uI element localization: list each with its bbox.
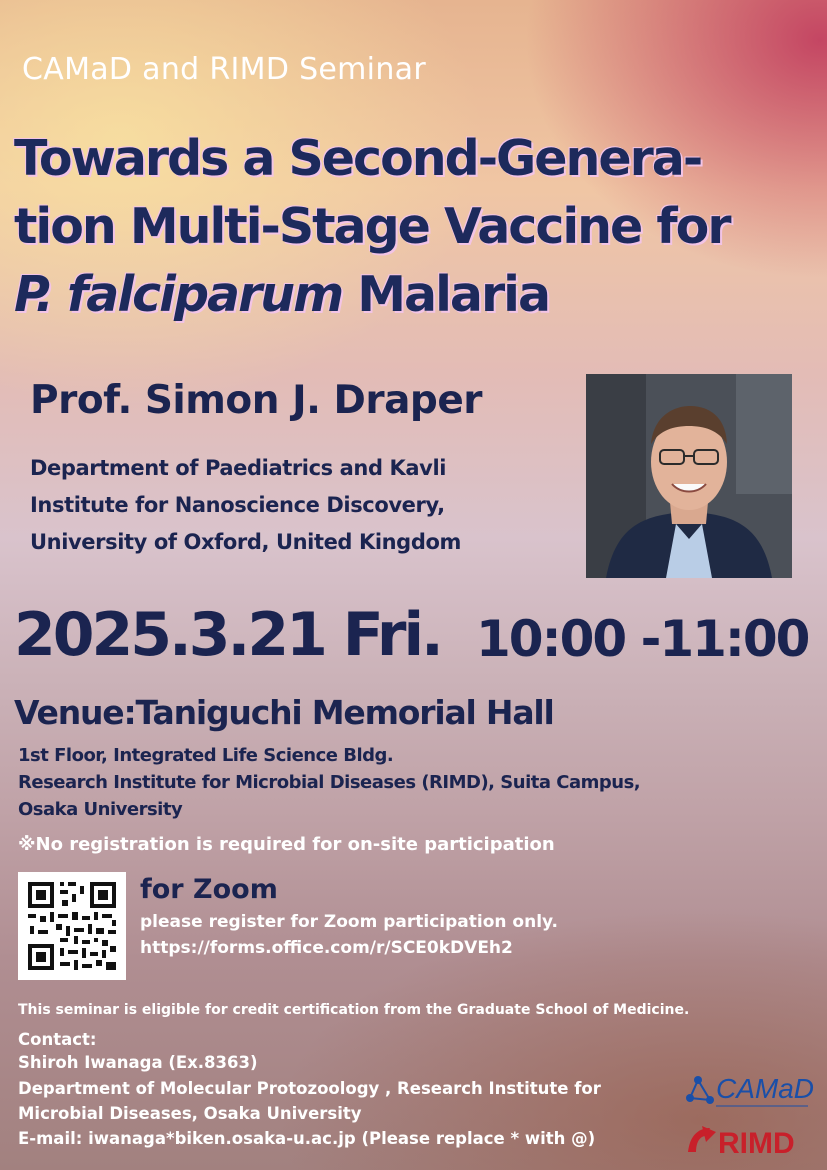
speaker-affiliation-line-3: University of Oxford, United Kingdom (30, 530, 461, 554)
venue-title: Venue:Taniguchi Memorial Hall (14, 693, 554, 732)
qr-code-graphic (18, 872, 126, 980)
zoom-heading: for Zoom (140, 874, 278, 905)
camad-logo-graphic (684, 1066, 814, 1116)
talk-title-line-2: tion Multi-Stage Vaccine for (14, 198, 730, 255)
rimd-logo (684, 1122, 814, 1158)
venue-detail-line-2: Research Institute for Microbial Diseases (RIMD), Suita Campus, (18, 772, 641, 793)
speaker-portrait-graphic (586, 374, 792, 578)
svg-text:RIMD: RIMD (718, 1127, 795, 1158)
talk-title-line-1: Towards a Second-Genera- (14, 130, 702, 187)
venue-detail-line-1: 1st Floor, Integrated Life Science Bldg. (18, 745, 394, 766)
event-time: 10:00 -11:00 (476, 610, 809, 668)
svg-text:CAMaD: CAMaD (716, 1073, 814, 1104)
contact-department-line-1: Department of Molecular Protozoology , Research Institute for (18, 1079, 601, 1098)
talk-title-line-3 (14, 266, 549, 323)
speaker-photo (586, 374, 792, 578)
contact-department-line-2: Microbial Diseases, Osaka University (18, 1104, 362, 1123)
speaker-name: Prof. Simon J. Draper (30, 378, 482, 423)
seminar-series-label: CAMaD and RIMD Seminar (22, 52, 426, 87)
zoom-registration-qr-code[interactable] (18, 872, 126, 980)
rimd-logo-graphic (684, 1122, 814, 1158)
contact-person: Shiroh Iwanaga (Ex.8363) (18, 1053, 258, 1072)
title-line-3-rest: Malaria (342, 266, 550, 323)
event-date: 2025.3.21 Fri. (14, 600, 441, 670)
zoom-instruction: please register for Zoom participation only. (140, 912, 559, 932)
credit-notice: This seminar is eligible for credit certification from the Graduate School of Medicine. (18, 1002, 690, 1018)
speaker-affiliation-line-1: Department of Paediatrics and Kavli (30, 456, 447, 480)
species-name: P. falciparum (14, 266, 343, 323)
speaker-affiliation-line-2: Institute for Nanoscience Discovery, (30, 493, 445, 517)
zoom-registration-link[interactable]: https://forms.office.com/r/SCE0kDVEh2 (140, 938, 513, 958)
camad-logo (684, 1066, 814, 1116)
venue-detail-line-3: Osaka University (18, 799, 183, 820)
contact-email: E-mail: iwanaga*biken.osaka-u.ac.jp (Please replace * with @) (18, 1129, 596, 1148)
registration-note: ※No registration is required for on-site participation (18, 834, 555, 855)
contact-label: Contact: (18, 1030, 97, 1049)
